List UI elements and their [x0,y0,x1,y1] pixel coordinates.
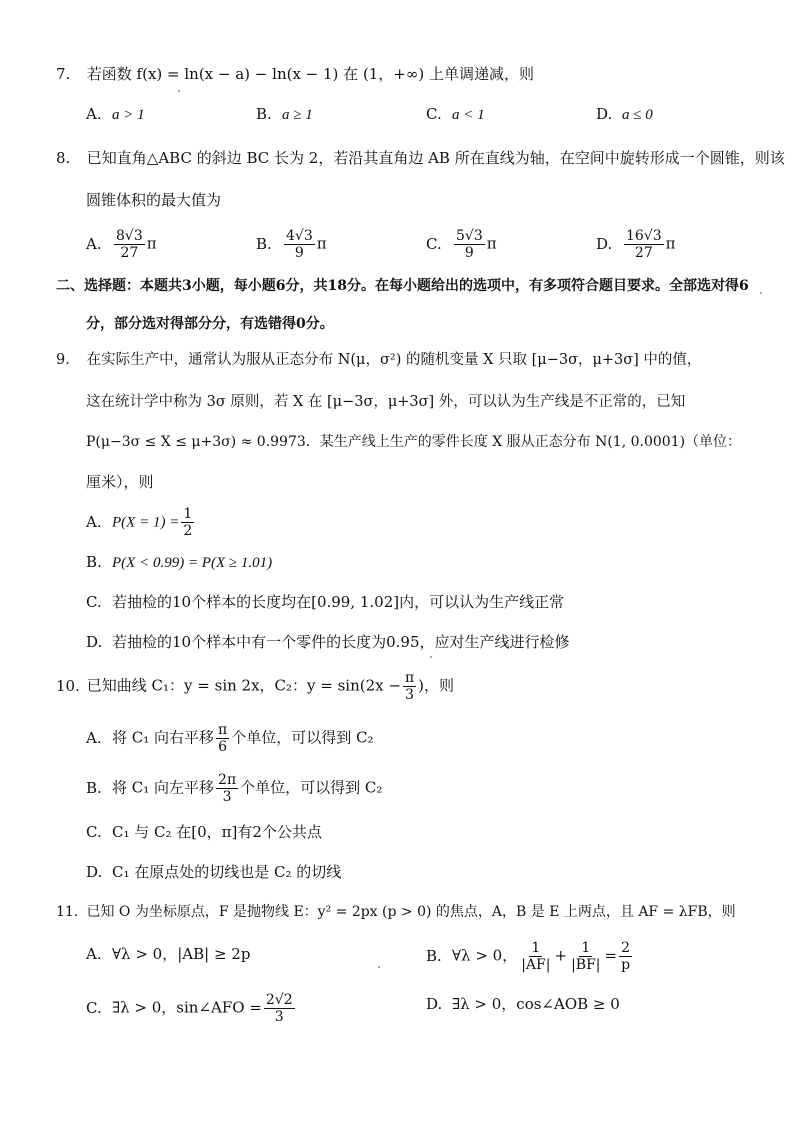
q11-option-b-fraction-2-numerator: 1 [581,940,591,956]
q8-option-a-label: A. [86,234,102,253]
q8-option-b-denominator: 9 [294,245,304,261]
q10-option-b [86,772,382,805]
q7-option-d-label: D. [596,105,613,123]
q7-option-c [426,104,485,125]
q11-option-c-prefix: ∃λ > 0，sin∠AFO = [112,998,262,1017]
q8-option-b-numerator: 4√3 [286,228,313,244]
q9-number: 9． [56,352,80,368]
q10-stem-suffix: )，则 [418,676,455,695]
q11-option-c-fraction [264,992,295,1025]
q10-option-a-denominator: 6 [218,739,228,755]
q10-stem-prefix: 已知曲线 C₁：y = sin 2x，C₂：y = sin(2x − [86,676,401,695]
q7-option-b-text: a ≥ 1 [282,107,313,123]
q11-option-d-label: D. [426,995,443,1013]
q11-stem: 已知 O 为坐标原点，F 是抛物线 E：y² = 2px (p > 0) 的焦点，A，B 是 E 上两点，且 AF = λFB，则 [86,904,736,920]
q9-option-a-denominator: 2 [183,523,193,539]
q8-option-b-fraction [284,228,315,261]
q8-option-c-suffix: π [486,234,497,253]
q8-option-d [596,228,676,261]
q8-option-a [86,228,157,261]
q8-option-c-fraction [454,228,485,261]
q11-option-b-equals: = [604,946,618,965]
q9-option-a-label: A. [86,512,102,531]
q9-option-c-label: C. [86,593,102,611]
q7-option-c-text: a < 1 [452,107,485,123]
q10-number: 10. [56,676,80,695]
q11-option-c-denominator: 3 [274,1009,284,1025]
q10-option-d-text: C₁ 在原点处的切线也是 C₂ 的切线 [112,863,342,881]
q8-option-a-numerator: 8√3 [116,228,143,244]
q9-option-a [86,506,196,539]
scan-speck [430,656,432,658]
q11-option-b-label: B. [426,946,442,965]
q9-option-d [86,632,570,652]
q10-option-b-label: B. [86,778,102,797]
q10-option-c [86,822,322,842]
q11-option-b-fraction-3 [619,940,632,973]
q11-option-a-text: ∀λ > 0，|AB| ≥ 2p [112,945,251,963]
q11-option-b-prefix: ∀λ > 0， [452,946,518,965]
q9-stem-line-1 [56,350,701,370]
q10-option-b-suffix: 个单位，可以得到 C₂ [240,778,383,797]
q11-option-b-plus: + [554,946,568,965]
q11-option-c-label: C. [86,998,102,1017]
q8-stem-1: 已知直角△ABC 的斜边 BC 长为 2，若沿其直角边 AB 所在直线为轴，在空间中旋转形成一个圆锥，则该 [86,149,785,167]
q9-option-a-prefix: P(X = 1) = [112,514,180,531]
q7-number: 7. [56,65,71,83]
q7-option-d [596,104,653,125]
q11-option-d [426,994,620,1014]
q11-stem-line [56,902,736,922]
scan-speck [378,966,380,968]
q10-option-a [86,722,374,755]
q9-option-b-text: P(X < 0.99) = P(X ≥ 1.01) [112,555,273,571]
q9-option-a-fraction [181,506,194,539]
q8-option-d-suffix: π [665,234,676,253]
q10-option-d-label: D. [86,863,103,881]
q8-option-d-label: D. [596,234,613,253]
q10-option-a-prefix: 将 C₁ 向右平移 [112,728,215,747]
q10-option-b-fraction [216,772,238,805]
q8-option-c-label: C. [426,234,442,253]
q7-option-d-text: a ≤ 0 [622,107,653,123]
scan-speck [178,90,180,92]
q10-option-a-suffix: 个单位，可以得到 C₂ [231,728,374,747]
q9-option-a-numerator: 1 [183,506,193,522]
q8-option-d-fraction [624,228,664,261]
q9-option-c-text: 若抽检的10个样本的长度均在[0.99, 1.02]内，可以认为生产线正常 [112,593,565,611]
q8-option-b-suffix: π [316,234,327,253]
q8-option-c-numerator: 5√3 [456,228,483,244]
q11-option-b-fraction-2-denominator: |BF| [571,957,601,973]
section-2-instructions-line-2: 分，部分选对得部分分，有选错得0分。 [86,316,334,332]
q8-number: 8. [56,149,71,167]
q9-option-c [86,592,564,612]
q8-option-c [426,228,497,261]
q10-option-a-fraction [216,722,229,755]
q11-option-b-fraction-3-numerator: 2 [621,940,631,956]
q11-option-c-numerator: 2√2 [265,992,293,1008]
q8-option-a-fraction [114,228,145,261]
q10-stem-denominator: 3 [405,687,415,703]
q10-option-c-label: C. [86,823,102,841]
q11-option-b-fraction-1-denominator: |AF| [521,957,551,973]
q10-option-b-prefix: 将 C₁ 向左平移 [112,778,215,797]
q9-option-b-label: B. [86,553,102,571]
q8-option-c-denominator: 9 [464,245,474,261]
q11-option-b-fraction-1 [519,940,552,973]
q8-option-a-suffix: π [146,234,157,253]
q11-number: 11. [56,904,79,920]
q8-option-a-denominator: 27 [120,245,139,261]
q8-option-b [256,228,327,261]
q11-option-b-fraction-2 [569,940,602,973]
q8-option-d-numerator: 16√3 [626,228,662,244]
q7-option-b-label: B. [256,105,272,123]
q11-option-b-fraction-1-numerator: 1 [531,940,541,956]
q10-option-a-label: A. [86,728,102,747]
q10-option-b-denominator: 3 [222,789,232,805]
q8-stem-line-2 [86,190,221,210]
q8-stem-2: 圆锥体积的最大值为 [86,191,222,209]
q11-option-d-text: ∃λ > 0，cos∠AOB ≥ 0 [452,995,620,1013]
q11-option-a [86,944,250,964]
q7-option-a-label: A. [86,105,102,123]
q11-option-c [86,992,297,1025]
q7-stem-line [56,64,534,84]
q9-option-b [86,552,272,573]
q10-stem-numerator: π [404,670,415,686]
section-2-instructions-line-1: 二、选择题：本题共3小题，每小题6分，共18分。在每小题给出的选项中，有多项符合题目要求。全部选对得6 [56,278,749,294]
q10-stem-line [56,670,454,703]
q9-stem-1: 在实际生产中，通常认为服从正态分布 N(μ，σ²) 的随机变量 X 只取 [μ−3σ，μ+3σ] 中的值， [86,352,702,368]
q10-stem-fraction [403,670,416,703]
q9-stem-line-2: 这在统计学中称为 3σ 原则，若 X 在 [μ−3σ，μ+3σ] 外，可以认为生产线是不正常的，已知 [86,394,686,410]
q7-option-c-label: C. [426,105,442,123]
q9-stem-line-3: P(μ−3σ ≤ X ≤ μ+3σ) ≈ 0.9973．某生产线上生产的零件长度 X 服从正态分布 N(1, 0.0001)（单位： [86,434,742,450]
scan-speck [760,292,762,294]
q9-option-d-label: D. [86,633,103,651]
q10-option-d [86,862,341,882]
q8-option-d-denominator: 27 [634,245,653,261]
q10-option-a-numerator: π [218,722,228,738]
q11-option-b [426,940,634,973]
q8-stem-line-1 [56,148,785,168]
q7-option-b [256,104,313,125]
q9-option-d-text: 若抽检的10个样本中有一个零件的长度为0.95，应对生产线进行检修 [112,633,570,651]
q8-option-b-label: B. [256,234,272,253]
q7-option-a [86,104,145,125]
q9-stem-line-4: 厘米），则 [86,473,154,491]
q11-option-a-label: A. [86,945,102,963]
q7-stem: 若函数 f(x) = ln(x − a) − ln(x − 1) 在 (1，+∞) 上单调递减，则 [86,65,535,83]
q10-option-b-numerator: 2π [218,772,237,788]
q11-option-b-fraction-3-denominator: p [621,957,631,973]
q7-option-a-text: a > 1 [112,107,145,123]
q10-option-c-text: C₁ 与 C₂ 在[0，π]有2个公共点 [112,823,322,841]
